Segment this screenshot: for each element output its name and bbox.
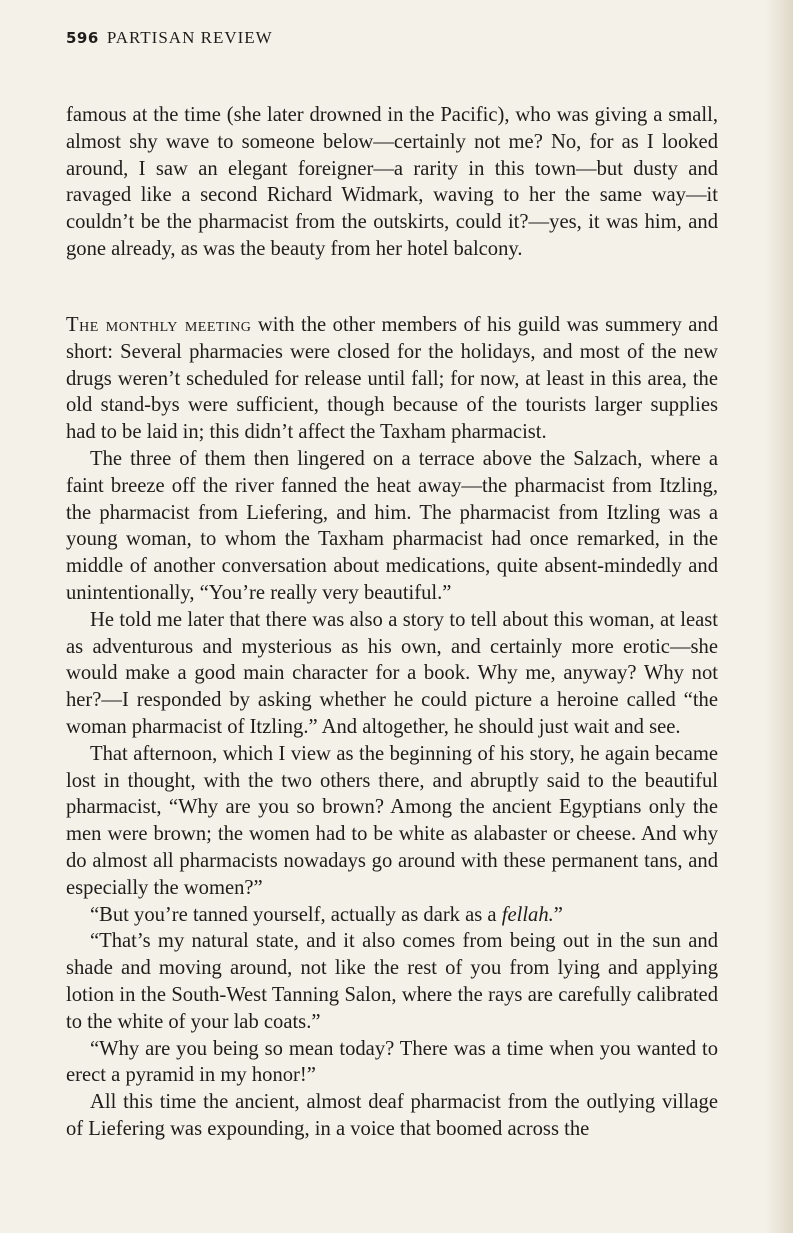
paragraph: All this time the ancient, almost deaf pharmacist from the outlying village of Liefering was expounding, in a voice that boomed across the: [66, 1091, 718, 1140]
paragraph-section-opening: [66, 312, 718, 446]
page-edge-shadow: [765, 0, 793, 1233]
text-section-2: [66, 312, 718, 1143]
paragraph: famous at the time (she later drowned in the Pacific), who was giving a small, almost shy wave to someone below—certainly not me? No, for as I looked around, I saw an elegant foreigner—a rarity in this town—but dusty and ravaged like a second Richard Widmark, waving to her the same way—it couldn’t be the pharmacist from the outskirts, could it?—yes, it was him, and gone already, as was the beauty from her hotel balcony.: [66, 104, 718, 260]
dialogue-text: “But you’re tanned yourself, actually as dark as a: [90, 903, 502, 926]
journal-title: PARTISAN REVIEW: [106, 28, 273, 47]
paragraph: That afternoon, which I view as the beginning of his story, he again became lost in thought, with the two others there, and abruptly said to the beautiful pharmacist, “Why are you so brown? Among the ancient Egyptians only the men were brown; the women had to be white as alabaster or cheese. And why do almost all pharmacists nowadays go around with these permanent tans, and especially the women?”: [66, 742, 718, 899]
paragraph: He told me later that there was also a story to tell about this woman, at least as adventurous and mysterious as his own, and certainly more erotic—she would make a good main character for a book. Why me, anyway? Why not her?—I responded by asking whether he could picture a heroine called “the woman pharmacist of Itzling.” And altogether, he should just wait and see.: [66, 608, 718, 738]
paragraph: The three of them then lingered on a terrace above the Salzach, where a faint breeze off the river fanned the heat away—the pharmacist from Itzling, the pharmacist from Liefering, and him. The pharmacist from Itzling was a young woman, to whom the Taxham pharmacist had once remarked, in the middle of another conversation about medications, quite absent-mindedly and unintentionally, “You’re really very beautiful.”: [66, 447, 718, 604]
page-number: 596: [66, 29, 99, 47]
paragraph-text: with the other members of his guild was summery and short: Several pharmacies were closed for the holidays, and most of the new drugs weren’t scheduled for release until fall; for now, at least in this area, the old stand-bys were sufficient, though because of the tourists larger supplies had to be laid in; this didn’t affect the Taxham pharmacist.: [66, 314, 719, 444]
text-section-1: [66, 102, 718, 263]
paragraph: “That’s my natural state, and it also comes from being out in the sun and shade and moving around, not like the rest of you from lying and applying lotion in the South-West Tanning Salon, where the rays are carefully calibrated to the white of your lab coats.”: [66, 930, 718, 1033]
paragraph-dialogue: [66, 902, 718, 929]
running-head: [66, 28, 273, 48]
small-caps-lead-in: The monthly meeting: [66, 314, 252, 336]
italic-word: fellah.: [501, 903, 554, 926]
dialogue-close: ”: [553, 903, 563, 926]
paragraph: “Why are you being so mean today? There was a time when you wanted to erect a pyramid in my honor!”: [66, 1037, 718, 1087]
